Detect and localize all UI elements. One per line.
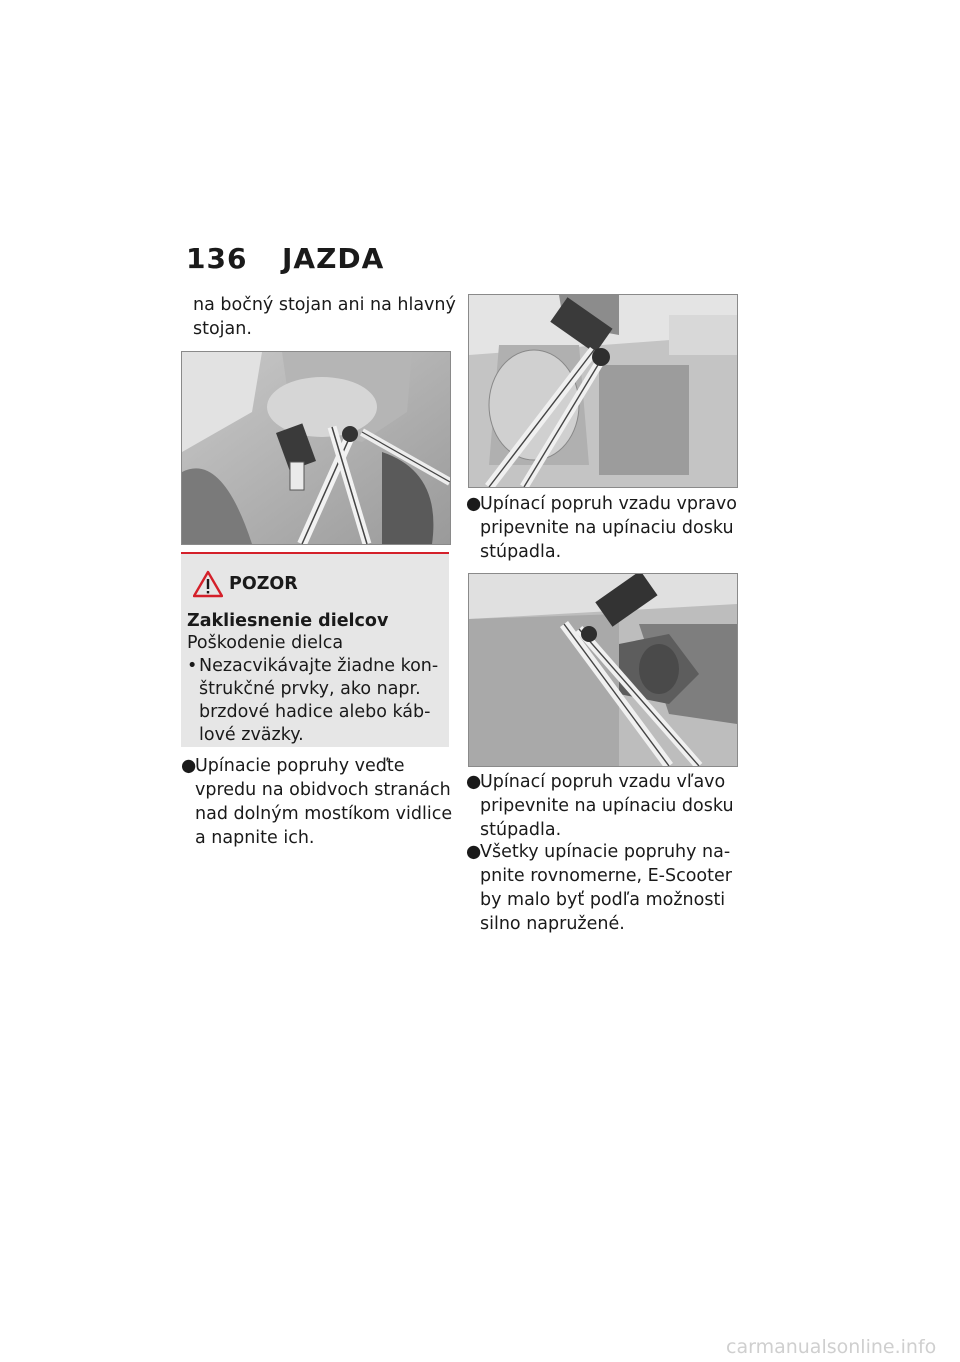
step-line: Upínací popruh vzadu vpravo [480,494,737,514]
bullet-dot: ● [466,494,482,514]
step-line: stúpadla. [480,820,562,840]
warning-triangle-icon [193,570,223,598]
rear-left-step [466,770,734,842]
intro-line-2: stojan. [193,319,252,339]
page-number: 136 [186,242,248,275]
step-line: stúpadla. [480,542,562,562]
step-line: pripevnite na upínaciu dosku [480,796,734,816]
step-line: silno napružené. [480,914,625,934]
warning-bullet-line: štrukčné prvky, ako napr. [199,679,421,699]
warning-bullet-line: lové zväzky. [199,725,304,745]
bullet-dot: • [187,656,198,676]
step-line: a napnite ich. [195,828,315,848]
step-line: Upínací popruh vzadu vľavo [480,772,726,792]
step-line: vpredu na obidvoch stranách [195,780,451,800]
warning-bullet [187,655,438,747]
step-line: by malo byť podľa možnosti [480,890,726,910]
bullet-dot: ● [181,756,197,776]
step-line: nad dolným mostíkom vidlice [195,804,453,824]
warning-title: Zakliesnenie dielcov [187,611,389,631]
front-fork-strap-photo [181,351,451,545]
warning-label: POZOR [229,574,298,594]
rear-right-step [466,492,737,564]
bullet-dot: ● [466,842,482,862]
warning-bullet-line: Nezacvikávajte žiadne kon- [199,656,439,676]
step-line: Všetky upínacie popruhy na- [480,842,731,862]
rear-right-strap-photo [468,294,738,488]
step-line: pnite rovnomerne, E-Scooter [480,866,732,886]
warning-subtitle: Poškodenie dielca [187,633,344,653]
step-line: Upínacie popruhy veďte [195,756,405,776]
intro-line-1: na bočný stojan ani na hlavný [193,295,456,315]
tension-straps-step [466,840,732,936]
step-line: pripevnite na upínaciu dosku [480,518,734,538]
front-strap-step [181,754,452,850]
rear-left-strap-photo [468,573,738,767]
warning-box [181,552,449,747]
warning-bullet-line: brzdové hadice alebo káb- [199,702,431,722]
bullet-dot: ● [466,772,482,792]
section-title: JAZDA [282,242,385,275]
watermark-link[interactable]: carmanualsonline.info [726,1336,937,1358]
